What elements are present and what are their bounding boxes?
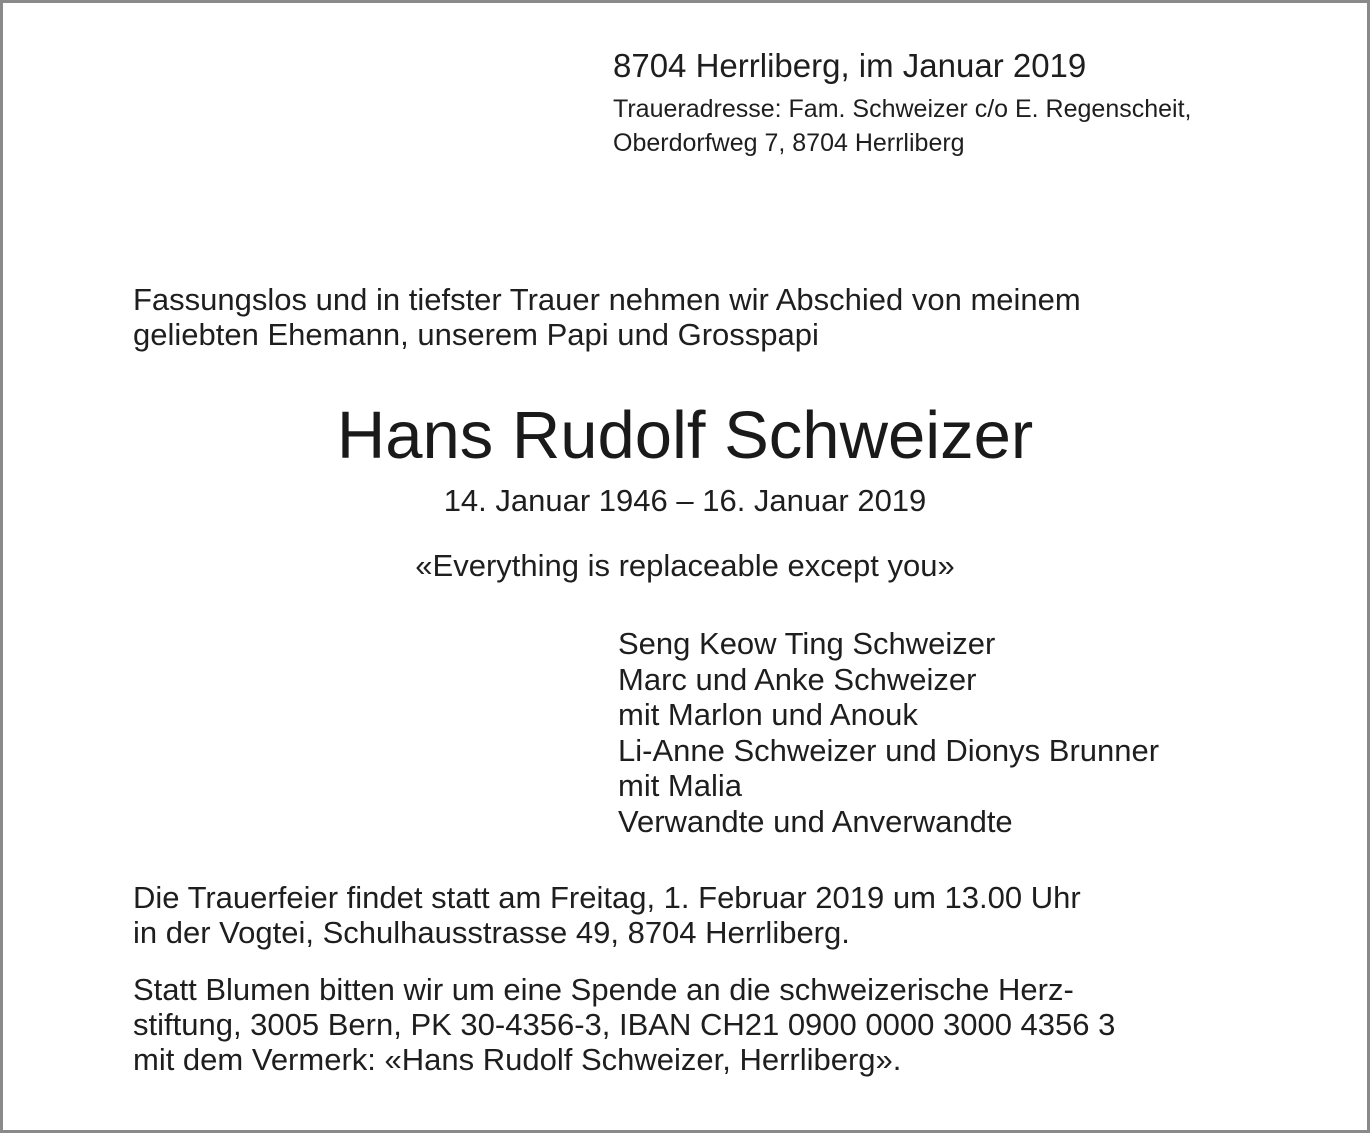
- intro-text: [133, 282, 1253, 352]
- mourner-item: Verwandte und Anverwandte: [618, 803, 1013, 839]
- service-line-2: in der Vogtei, Schulhausstrasse 49, 8704 Herrliberg.: [133, 915, 850, 950]
- donation-line-1: Statt Blumen bitten wir um eine Spende an die schweizerische Herz-: [133, 972, 1074, 1007]
- place-date: 8704 Herrliberg, im Januar 2019: [613, 47, 1087, 84]
- mourner-item: Marc und Anke Schweizer: [618, 661, 977, 697]
- funeral-service-info: [133, 880, 1253, 950]
- mourner-item: Seng Keow Ting Schweizer: [618, 626, 996, 661]
- life-dates: 14. Januar 1946 – 16. Januar 2019: [443, 483, 927, 518]
- intro-line-1: Fassungslos und in tiefster Trauer nehmen wir Abschied von meinem: [133, 282, 1081, 317]
- mourning-address-line-2: Oberdorfweg 7, 8704 Herrliberg: [613, 129, 965, 157]
- mourners-list: [618, 626, 1318, 839]
- service-line-1: Die Trauerfeier findet statt am Freitag, 1. Februar 2019 um 13.00 Uhr: [133, 880, 1081, 915]
- donation-info: [133, 972, 1253, 1077]
- mourner-item: mit Marlon und Anouk: [618, 697, 918, 732]
- deceased-name: Hans Rudolf Schweizer: [336, 398, 1034, 473]
- mourner-item: Li-Anne Schweizer und Dionys Brunner: [618, 732, 1160, 768]
- donation-line-3: mit dem Vermerk: «Hans Rudolf Schweizer, Herrliberg».: [133, 1042, 902, 1077]
- donation-line-2: stiftung, 3005 Bern, PK 30-4356-3, IBAN CH21 0900 0000 3000 4356 3: [133, 1007, 1116, 1042]
- mourner-item: mit Malia: [618, 768, 743, 803]
- mourning-address-line-1: Traueradresse: Fam. Schweizer c/o E. Regenscheit,: [613, 95, 1192, 123]
- motto-quote: «Everything is replaceable except you»: [415, 548, 955, 583]
- intro-line-2: geliebten Ehemann, unserem Papi und Grosspapi: [133, 317, 819, 352]
- obituary-header: [613, 46, 1313, 160]
